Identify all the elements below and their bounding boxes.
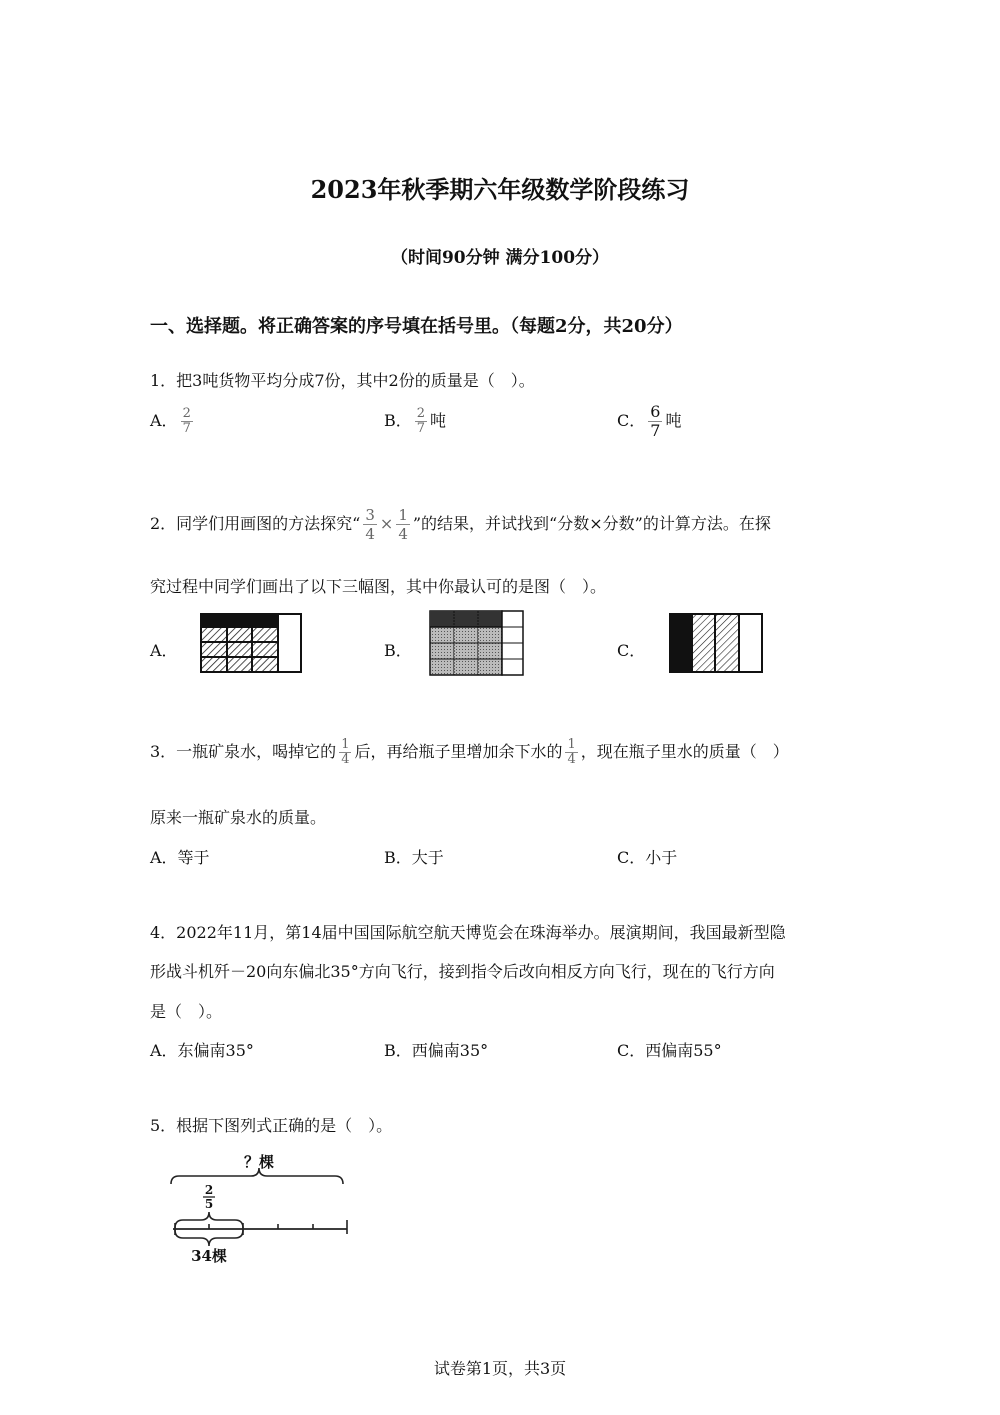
question-3-stem-line1: 3．一瓶矿泉水，喝掉它的 $\frac{1}{4}$ 后，再给瓶子里增加余下水的 $\frac{1}{4}$ ，现在瓶子里水的质量（ ） [150,737,789,767]
question-2-stem-line1: 2．同学们用画图的方法探究“ $\frac{3}{4}$ × $\frac{1}{4}$ ”的结果，并试找到“分数×分数”的计算方法。在探 [150,506,771,543]
page-title: 2023年秋季期六年级数学阶段练习 [310,175,690,204]
fraction: $\frac{1}{4}$ [567,737,576,767]
diagram-b [429,610,525,676]
question-5-stem: 5．根据下图列式正确的是（ ）。 [150,1116,393,1135]
fraction: $\frac{1}{4}$ [341,737,350,767]
question-1-option-a: A． $\frac{2}{7}$ [150,406,191,436]
question-4-option-c: C．西偏南55° [617,1041,722,1060]
fraction: $\frac{2}{7}$ [416,406,426,436]
fraction: $\frac{3}{4}$ [365,506,375,543]
question-4-stem-line1: 4．2022年11月，第14届中国国际航空航天博览会在珠海举办。展演期间，我国最新型隐 [150,923,786,942]
fraction: $\frac{2}{7}$ [182,406,191,436]
question-4-stem-line3: 是（ ）。 [150,1002,223,1021]
fraction: $\frac{1}{4}$ [398,506,408,543]
diagram-c [669,613,763,673]
line-segment-diagram [165,1150,355,1265]
question-3-option-c: C．小于 [617,848,678,867]
section-heading: 一、选择题。将正确答案的序号填在括号里。（每题2分，共20分） [150,316,683,337]
total-label: ？棵 [243,1153,275,1171]
question-4-option-a: A．东偏南35° [150,1041,254,1060]
question-3-option-a: A．等于 [150,848,210,867]
question-4-option-b: B．西偏南35° [384,1041,489,1060]
question-3-stem-line2: 原来一瓶矿泉水的质量。 [150,808,327,827]
question-4-stem-line2: 形战斗机歼－20向东偏北35°方向飞行，接到指令后改向相反方向飞行，现在的飞行方向 [150,962,775,981]
fraction-numerator: 2 [204,1183,214,1197]
fraction: $\frac{6}{7}$ [650,402,661,440]
question-2-option-b-label: B． [384,641,412,660]
page-footer: 试卷第1页，共3页 [433,1359,567,1378]
question-2-option-c-label: C． [617,641,646,660]
question-2-option-a-label: A． [150,641,178,660]
question-1-option-b: B． $\frac{2}{7}$ 吨 [384,406,447,436]
part-label: 34棵 [191,1247,227,1265]
question-2-stem-line2: 究过程中同学们画出了以下三幅图，其中你最认可的是图（ ）。 [150,577,607,596]
fraction-denominator: 5 [204,1197,214,1211]
question-3-option-b: B．大于 [384,848,444,867]
question-1-stem: 1．把3吨货物平均分成7份，其中2份的质量是（ ）。 [150,371,535,390]
question-1-option-c: C． $\frac{6}{7}$ 吨 [617,402,682,440]
exam-info: （时间90分钟 满分100分） [390,248,610,268]
diagram-a [200,613,302,673]
